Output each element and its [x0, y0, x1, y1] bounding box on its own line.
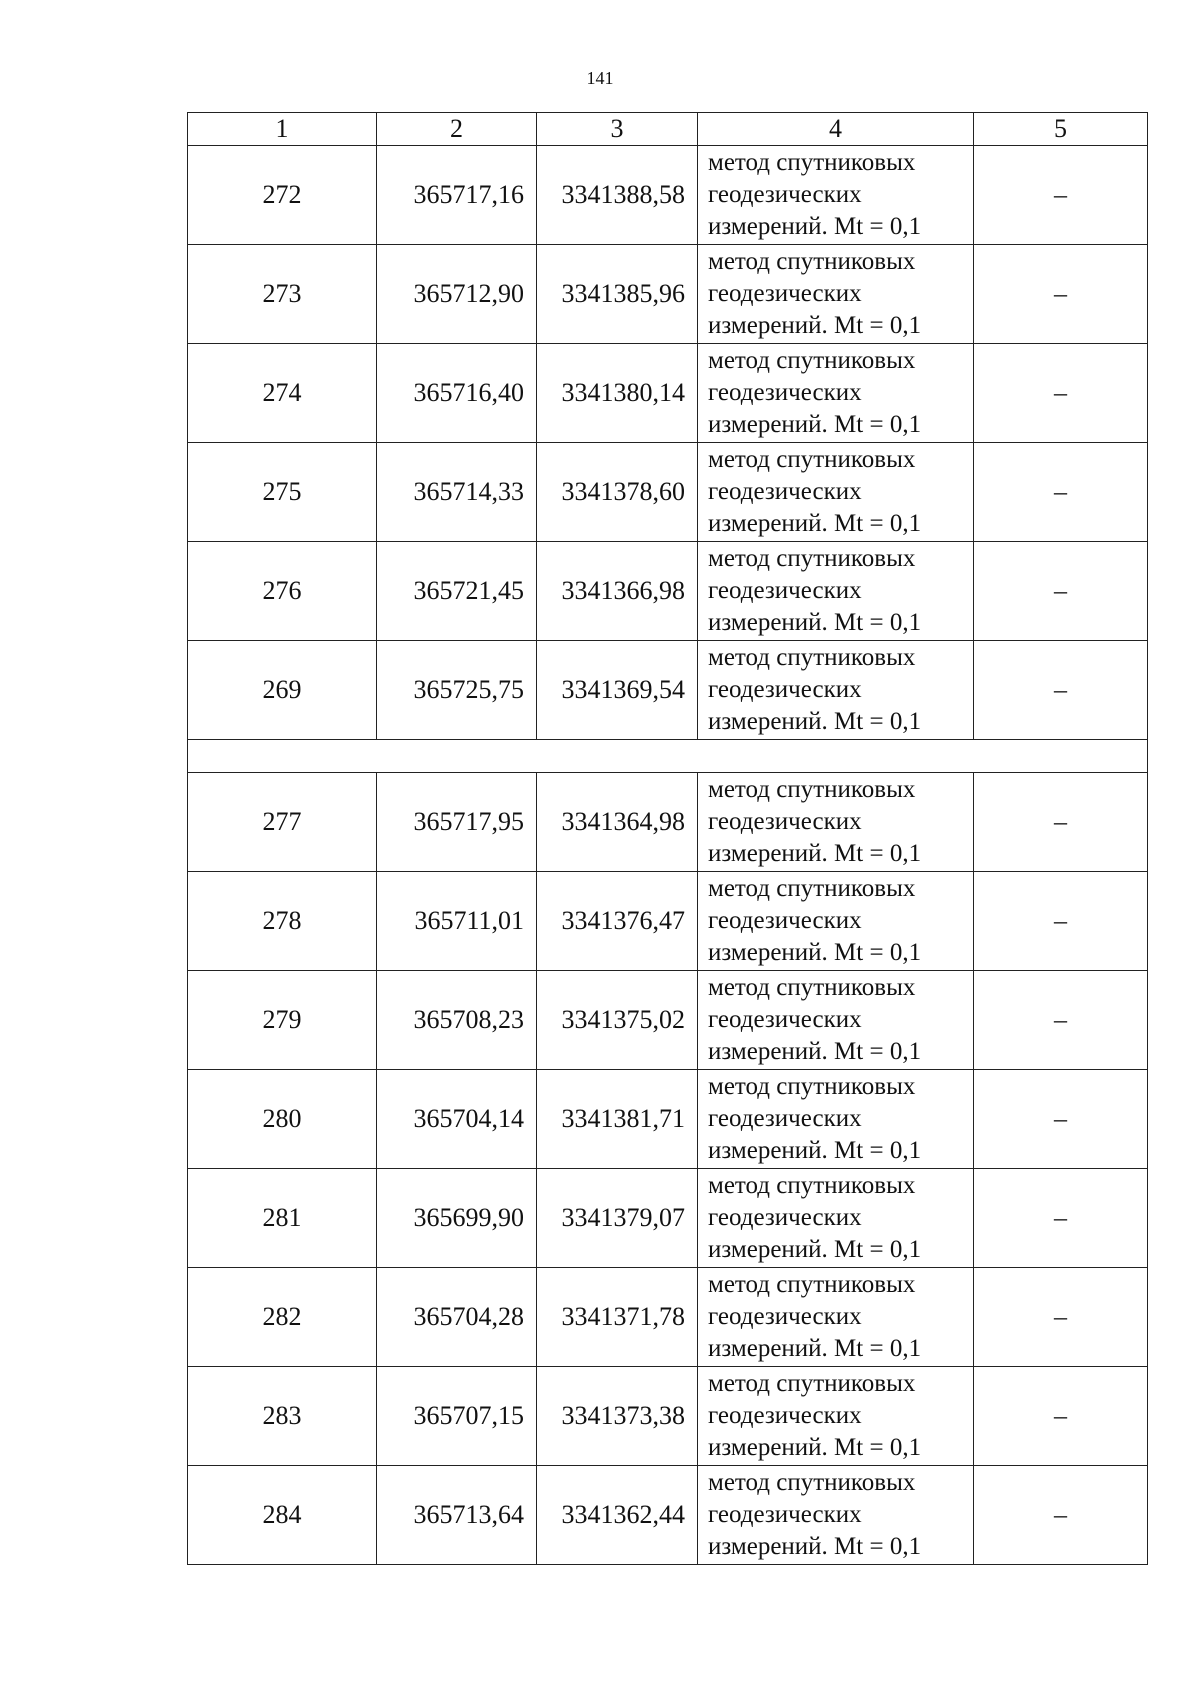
table-row — [188, 443, 1148, 542]
y-coordinate-cell: 3341376,47 — [537, 872, 698, 971]
description-cell: – — [974, 1169, 1148, 1268]
method-line: геодезических — [708, 1204, 862, 1231]
coordinates-table — [187, 112, 1148, 1565]
table-row — [188, 1070, 1148, 1169]
table-row — [188, 1268, 1148, 1367]
table-header-row — [188, 113, 1148, 146]
y-coordinate-cell: 3341364,98 — [537, 773, 698, 872]
x-coordinate-cell: 365713,64 — [377, 1466, 537, 1565]
method-line: измерений. Mt = 0,1 — [708, 1236, 922, 1263]
x-coordinate-cell: 365725,75 — [377, 641, 537, 740]
table-row — [188, 1367, 1148, 1466]
x-coordinate-cell: 365717,16 — [377, 146, 537, 245]
method-line: геодезических — [708, 1501, 862, 1528]
description-cell: – — [974, 245, 1148, 344]
method-line: измерений. Mt = 0,1 — [708, 840, 922, 867]
point-number-cell: 269 — [188, 641, 377, 740]
y-coordinate-cell: 3341385,96 — [537, 245, 698, 344]
method-line: метод спутниковых — [708, 545, 916, 572]
method-line: геодезических — [708, 907, 862, 934]
point-number-cell: 272 — [188, 146, 377, 245]
separator-row — [188, 740, 1148, 773]
table-row — [188, 773, 1148, 872]
description-cell: – — [974, 146, 1148, 245]
description-cell: – — [974, 1070, 1148, 1169]
x-coordinate-cell: 365707,15 — [377, 1367, 537, 1466]
method-cell — [698, 443, 974, 542]
x-coordinate-cell: 365708,23 — [377, 971, 537, 1070]
y-coordinate-cell: 3341380,14 — [537, 344, 698, 443]
method-line: измерений. Mt = 0,1 — [708, 1335, 922, 1362]
method-line: измерений. Mt = 0,1 — [708, 708, 922, 735]
column-header: 4 — [698, 113, 974, 146]
y-coordinate-cell: 3341388,58 — [537, 146, 698, 245]
method-line: геодезических — [708, 181, 862, 208]
x-coordinate-cell: 365716,40 — [377, 344, 537, 443]
description-cell: – — [974, 1268, 1148, 1367]
description-cell: – — [974, 971, 1148, 1070]
method-line: геодезических — [708, 808, 862, 835]
method-line: метод спутниковых — [708, 644, 916, 671]
table-row — [188, 344, 1148, 443]
table-row — [188, 641, 1148, 740]
method-cell — [698, 773, 974, 872]
method-line: метод спутниковых — [708, 875, 916, 902]
table-row — [188, 971, 1148, 1070]
method-line: измерений. Mt = 0,1 — [708, 213, 922, 240]
x-coordinate-cell: 365721,45 — [377, 542, 537, 641]
method-line: измерений. Mt = 0,1 — [708, 1533, 922, 1560]
method-line: геодезических — [708, 1006, 862, 1033]
column-header: 1 — [188, 113, 377, 146]
description-cell: – — [974, 872, 1148, 971]
description-cell: – — [974, 542, 1148, 641]
method-cell — [698, 542, 974, 641]
table-row — [188, 1466, 1148, 1565]
description-cell: – — [974, 641, 1148, 740]
method-line: измерений. Mt = 0,1 — [708, 1137, 922, 1164]
x-coordinate-cell: 365704,14 — [377, 1070, 537, 1169]
x-coordinate-cell: 365699,90 — [377, 1169, 537, 1268]
point-number-cell: 273 — [188, 245, 377, 344]
method-line: измерений. Mt = 0,1 — [708, 411, 922, 438]
page-number: 141 — [586, 68, 614, 88]
x-coordinate-cell: 365712,90 — [377, 245, 537, 344]
method-line: геодезических — [708, 577, 862, 604]
y-coordinate-cell: 3341366,98 — [537, 542, 698, 641]
y-coordinate-cell: 3341373,38 — [537, 1367, 698, 1466]
method-cell — [698, 344, 974, 443]
point-number-cell: 278 — [188, 872, 377, 971]
point-number-cell: 279 — [188, 971, 377, 1070]
method-line: геодезических — [708, 1303, 862, 1330]
point-number-cell: 277 — [188, 773, 377, 872]
method-line: геодезических — [708, 379, 862, 406]
table-row — [188, 245, 1148, 344]
method-line: метод спутниковых — [708, 1271, 916, 1298]
x-coordinate-cell: 365717,95 — [377, 773, 537, 872]
description-cell: – — [974, 1466, 1148, 1565]
method-line: измерений. Mt = 0,1 — [708, 1434, 922, 1461]
method-cell — [698, 1268, 974, 1367]
x-coordinate-cell: 365714,33 — [377, 443, 537, 542]
y-coordinate-cell: 3341378,60 — [537, 443, 698, 542]
method-line: метод спутниковых — [708, 248, 916, 275]
x-coordinate-cell: 365711,01 — [377, 872, 537, 971]
point-number-cell: 282 — [188, 1268, 377, 1367]
table-row — [188, 146, 1148, 245]
y-coordinate-cell: 3341375,02 — [537, 971, 698, 1070]
table-row — [188, 872, 1148, 971]
method-line: геодезических — [708, 676, 862, 703]
method-line: геодезических — [708, 478, 862, 505]
point-number-cell: 274 — [188, 344, 377, 443]
method-line: метод спутниковых — [708, 776, 916, 803]
description-cell: – — [974, 1367, 1148, 1466]
method-line: метод спутниковых — [708, 446, 916, 473]
y-coordinate-cell: 3341379,07 — [537, 1169, 698, 1268]
method-line: измерений. Mt = 0,1 — [708, 312, 922, 339]
method-cell — [698, 146, 974, 245]
column-header: 3 — [537, 113, 698, 146]
table-row — [188, 1169, 1148, 1268]
y-coordinate-cell: 3341371,78 — [537, 1268, 698, 1367]
method-cell — [698, 1367, 974, 1466]
method-line: метод спутниковых — [708, 1073, 916, 1100]
method-cell — [698, 245, 974, 344]
column-header: 2 — [377, 113, 537, 146]
method-line: метод спутниковых — [708, 1469, 916, 1496]
point-number-cell: 281 — [188, 1169, 377, 1268]
method-cell — [698, 872, 974, 971]
y-coordinate-cell: 3341362,44 — [537, 1466, 698, 1565]
method-line: измерений. Mt = 0,1 — [708, 1038, 922, 1065]
method-line: геодезических — [708, 1402, 862, 1429]
method-cell — [698, 1070, 974, 1169]
method-cell — [698, 1169, 974, 1268]
method-line: метод спутниковых — [708, 1172, 916, 1199]
method-line: метод спутниковых — [708, 1370, 916, 1397]
point-number-cell: 276 — [188, 542, 377, 641]
point-number-cell: 284 — [188, 1466, 377, 1565]
method-line: измерений. Mt = 0,1 — [708, 939, 922, 966]
method-line: геодезических — [708, 1105, 862, 1132]
method-line: измерений. Mt = 0,1 — [708, 609, 922, 636]
y-coordinate-cell: 3341381,71 — [537, 1070, 698, 1169]
point-number-cell: 275 — [188, 443, 377, 542]
method-line: метод спутниковых — [708, 149, 916, 176]
column-header: 5 — [974, 113, 1148, 146]
point-number-cell: 283 — [188, 1367, 377, 1466]
method-line: измерений. Mt = 0,1 — [708, 510, 922, 537]
y-coordinate-cell: 3341369,54 — [537, 641, 698, 740]
table-row — [188, 542, 1148, 641]
method-line: метод спутниковых — [708, 974, 916, 1001]
description-cell: – — [974, 344, 1148, 443]
point-number-cell: 280 — [188, 1070, 377, 1169]
method-cell — [698, 971, 974, 1070]
method-line: метод спутниковых — [708, 347, 916, 374]
method-line: геодезических — [708, 280, 862, 307]
method-cell — [698, 641, 974, 740]
description-cell: – — [974, 773, 1148, 872]
description-cell: – — [974, 443, 1148, 542]
x-coordinate-cell: 365704,28 — [377, 1268, 537, 1367]
method-cell — [698, 1466, 974, 1565]
separator-cell — [188, 740, 1148, 773]
